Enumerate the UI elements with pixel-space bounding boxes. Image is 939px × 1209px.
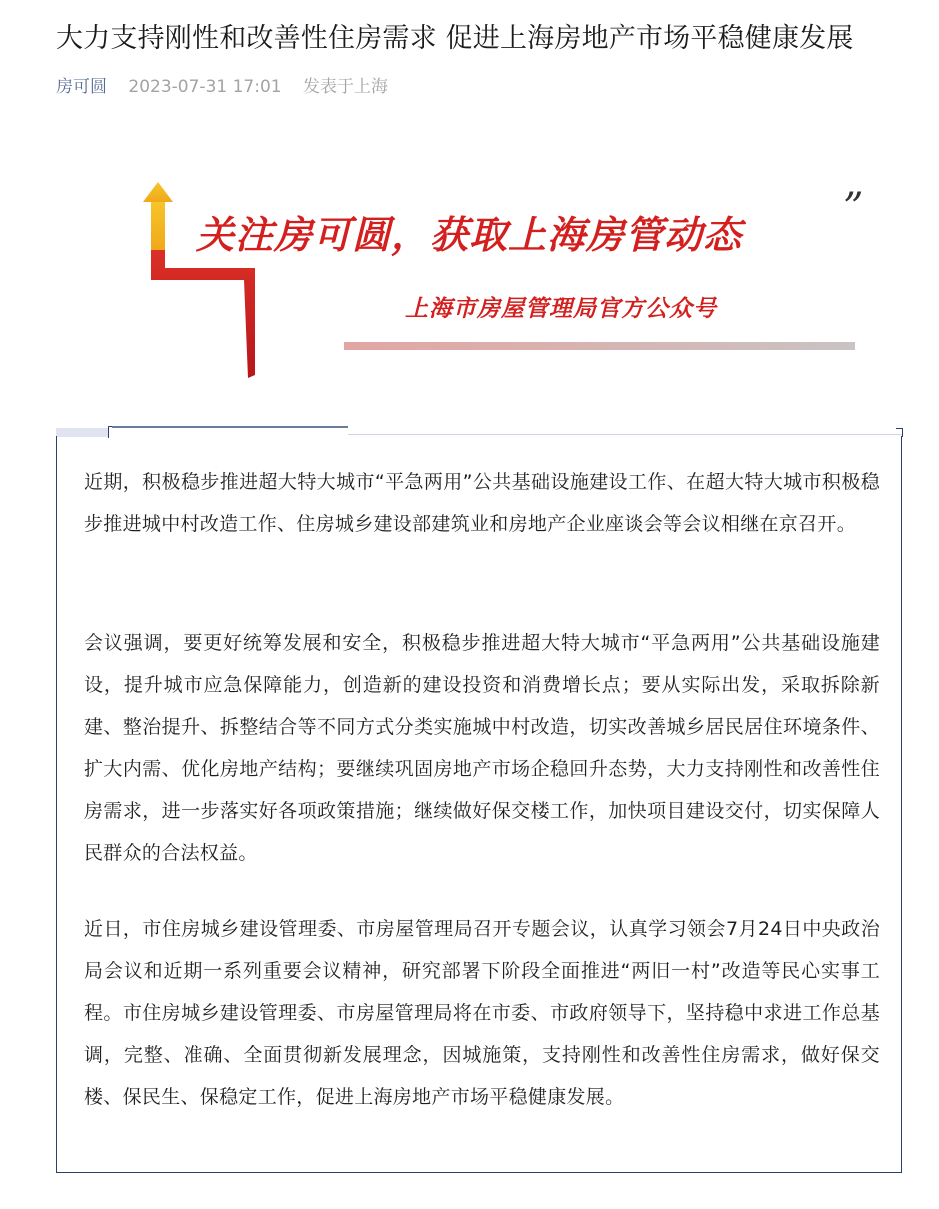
arrow-up-icon xyxy=(143,182,173,202)
banner-image xyxy=(0,170,939,390)
banner-subtitle: 上海市房屋管理局官方公众号 xyxy=(405,296,717,322)
article-title: 大力支持刚性和改善性住房需求 促进上海房地产市场平稳健康发展 xyxy=(56,23,854,54)
quote-mark-icon: ” xyxy=(843,185,864,231)
banner-underline xyxy=(344,342,855,350)
publish-location: 发表于上海 xyxy=(303,77,389,97)
box-top-line xyxy=(112,426,348,428)
publish-time: 2023-07-31 17:01 xyxy=(128,77,282,97)
paragraph-1: 近期，积极稳步推进超大特大城市“平急两用”公共基础设施建设工作、在超大特大城市积极稳步推进城中村改造工作、住房城乡建设部建筑业和房地产企业座谈会等会议相继在京召开。 xyxy=(84,471,880,535)
paragraph-3: 近日，市住房城乡建设管理委、市房屋管理局召开专题会议，认真学习领会7月24日中央政治局会议和近期一系列重要会议精神，研究部署下阶段全面推进“两旧一村”改造等民心实事工程。市住房城乡建设管理委、市房屋管理局将在市委、市政府领导下，坚持稳中求进工作总基调，完整、准确、全面贯彻新发展理念，因城施策，支持刚性和改善性住房需求，做好保交楼、保民生、保稳定工作，促进上海房地产市场平稳健康发展。 xyxy=(84,918,880,1108)
banner-headline: 关注房可圆，获取上海房管动态 xyxy=(196,213,743,257)
paragraph-2: 会议强调，要更好统筹发展和安全，积极稳步推进超大特大城市“平急两用”公共基础设施建设，提升城市应急保障能力，创造新的建设投资和消费增长点；要从实际出发，采取拆除新建、整治提升、拆整结合等不同方式分类实施城中村改造，切实改善城乡居民居住环境条件、扩大内需、优化房地产结构；要继续巩固房地产市场企稳回升态势，大力支持刚性和改善性住房需求，进一步落实好各项政策措施；继续做好保交楼工作，加快项目建设交付，切实保障人民群众的合法权益。 xyxy=(84,632,880,864)
banner-graphic xyxy=(0,170,939,390)
box-top-line-light xyxy=(348,434,903,435)
article-meta xyxy=(56,74,388,100)
author-link[interactable]: 房可圆 xyxy=(56,77,107,97)
